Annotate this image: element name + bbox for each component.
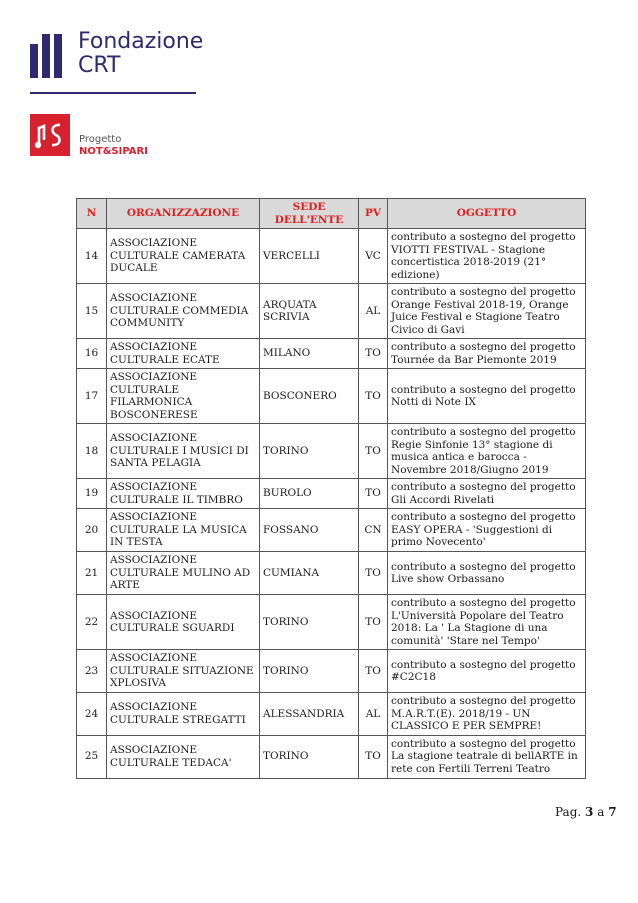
cell-oggetto: contributo a sostegno del progetto L'Università Popolare del Teatro 2018: La ' La Stagione di una comunità' 'Stare nel Tempo' [388,595,586,650]
cell-oggetto: contributo a sostegno del progetto La stagione teatrale di bellARTE in rete con Fertili Terreni Teatro [388,735,586,778]
not-sipari-text [79,134,148,158]
grants-table [76,198,586,779]
cell-sede: CUMIANA [260,552,359,595]
cell-n: 14 [77,229,107,284]
header-divider [30,92,196,94]
table-row [77,369,586,424]
table-row [77,424,586,479]
brand-name [78,30,203,78]
cell-sede: FOSSANO [260,509,359,552]
page-prefix: Pag. [555,805,582,819]
cell-pv: TO [359,595,388,650]
cell-org: ASSOCIAZIONE CULTURALE STREGATTI [107,693,260,736]
cell-pv: TO [359,552,388,595]
table-row [77,735,586,778]
table-row [77,552,586,595]
cell-org: ASSOCIAZIONE CULTURALE FILARMONICA BOSCONERESE [107,369,260,424]
table-row [77,509,586,552]
cell-n: 19 [77,479,107,509]
cell-pv: AL [359,284,388,339]
cell-n: 18 [77,424,107,479]
cell-n: 17 [77,369,107,424]
cell-n: 15 [77,284,107,339]
project-label: Progetto [79,134,122,145]
cell-n: 23 [77,650,107,693]
cell-n: 22 [77,595,107,650]
cell-pv: VC [359,229,388,284]
cell-org: ASSOCIAZIONE CULTURALE ECATE [107,339,260,369]
col-header-n: N [77,199,107,229]
cell-org: ASSOCIAZIONE CULTURALE LA MUSICA IN TESTA [107,509,260,552]
cell-pv: TO [359,735,388,778]
col-header-sede: SEDE DELL'ENTE [260,199,359,229]
table-row [77,595,586,650]
cell-pv: AL [359,693,388,736]
table-row [77,229,586,284]
cell-sede: ALESSANDRIA [260,693,359,736]
page-current: 3 [585,805,594,819]
cell-org: ASSOCIAZIONE CULTURALE COMMEDIA COMMUNITY [107,284,260,339]
cell-sede: ARQUATA SCRIVIA [260,284,359,339]
col-header-org: ORGANIZZAZIONE [107,199,260,229]
cell-oggetto: contributo a sostegno del progetto EASY OPERA - 'Suggestioni di primo Novecento' [388,509,586,552]
not-sipari-mark-icon [30,114,70,156]
project-name: NOT&SIPARI [79,146,148,157]
cell-pv: CN [359,509,388,552]
page-number [555,805,617,819]
cell-sede: BUROLO [260,479,359,509]
table-header-row [77,199,586,229]
table-row [77,284,586,339]
cell-oggetto: contributo a sostegno del progetto Orange Festival 2018-19, Orange Juice Festival e Stagione Teatro Civico di Gavi [388,284,586,339]
cell-oggetto: contributo a sostegno del progetto Regie Sinfonie 13° stagione di musica antica e barocca - Novembre 2018/Giugno 2019 [388,424,586,479]
page-total: 7 [608,805,617,819]
page-sep: a [597,805,605,819]
fondazione-crt-logo [30,29,204,96]
not-sipari-logo [30,114,150,158]
cell-n: 25 [77,735,107,778]
cell-pv: TO [359,479,388,509]
brand-line1: Fondazione [78,29,204,54]
cell-n: 21 [77,552,107,595]
cell-sede: MILANO [260,339,359,369]
cell-org: ASSOCIAZIONE CULTURALE MULINO AD ARTE [107,552,260,595]
table-row [77,693,586,736]
table-row [77,339,586,369]
cell-pv: TO [359,339,388,369]
cell-org: ASSOCIAZIONE CULTURALE IL TIMBRO [107,479,260,509]
cell-sede: TORINO [260,735,359,778]
cell-org: ASSOCIAZIONE CULTURALE I MUSICI DI SANTA PELAGIA [107,424,260,479]
cell-pv: TO [359,650,388,693]
cell-oggetto: contributo a sostegno del progetto Tournée da Bar Piemonte 2019 [388,339,586,369]
cell-pv: TO [359,369,388,424]
cell-pv: TO [359,424,388,479]
cell-sede: BOSCONERO [260,369,359,424]
cell-oggetto: contributo a sostegno del progetto Notti di Note IX [388,369,586,424]
brand-line2: CRT [78,53,121,78]
col-header-pv: PV [359,199,388,229]
cell-oggetto: contributo a sostegno del progetto Live show Orbassano [388,552,586,595]
cell-n: 24 [77,693,107,736]
cell-n: 16 [77,339,107,369]
cell-n: 20 [77,509,107,552]
cell-org: ASSOCIAZIONE CULTURALE CAMERATA DUCALE [107,229,260,284]
cell-sede: TORINO [260,650,359,693]
table-row [77,479,586,509]
cell-sede: TORINO [260,424,359,479]
cell-oggetto: contributo a sostegno del progetto M.A.R.T.(E). 2018/19 - UN CLASSICO E PER SEMPRE! [388,693,586,736]
col-header-oggetto: OGGETTO [388,199,586,229]
cell-oggetto: contributo a sostegno del progetto VIOTTI FESTIVAL - Stagione concertistica 2018-2019 (21° edizione) [388,229,586,284]
cell-org: ASSOCIAZIONE CULTURALE TEDACA' [107,735,260,778]
cell-org: ASSOCIAZIONE CULTURALE SGUARDI [107,595,260,650]
cell-oggetto: contributo a sostegno del progetto #C2C18 [388,650,586,693]
cell-oggetto: contributo a sostegno del progetto Gli Accordi Rivelati [388,479,586,509]
cell-sede: VERCELLI [260,229,359,284]
cell-sede: TORINO [260,595,359,650]
cell-org: ASSOCIAZIONE CULTURALE SITUAZIONE XPLOSIVA [107,650,260,693]
table-row [77,650,586,693]
